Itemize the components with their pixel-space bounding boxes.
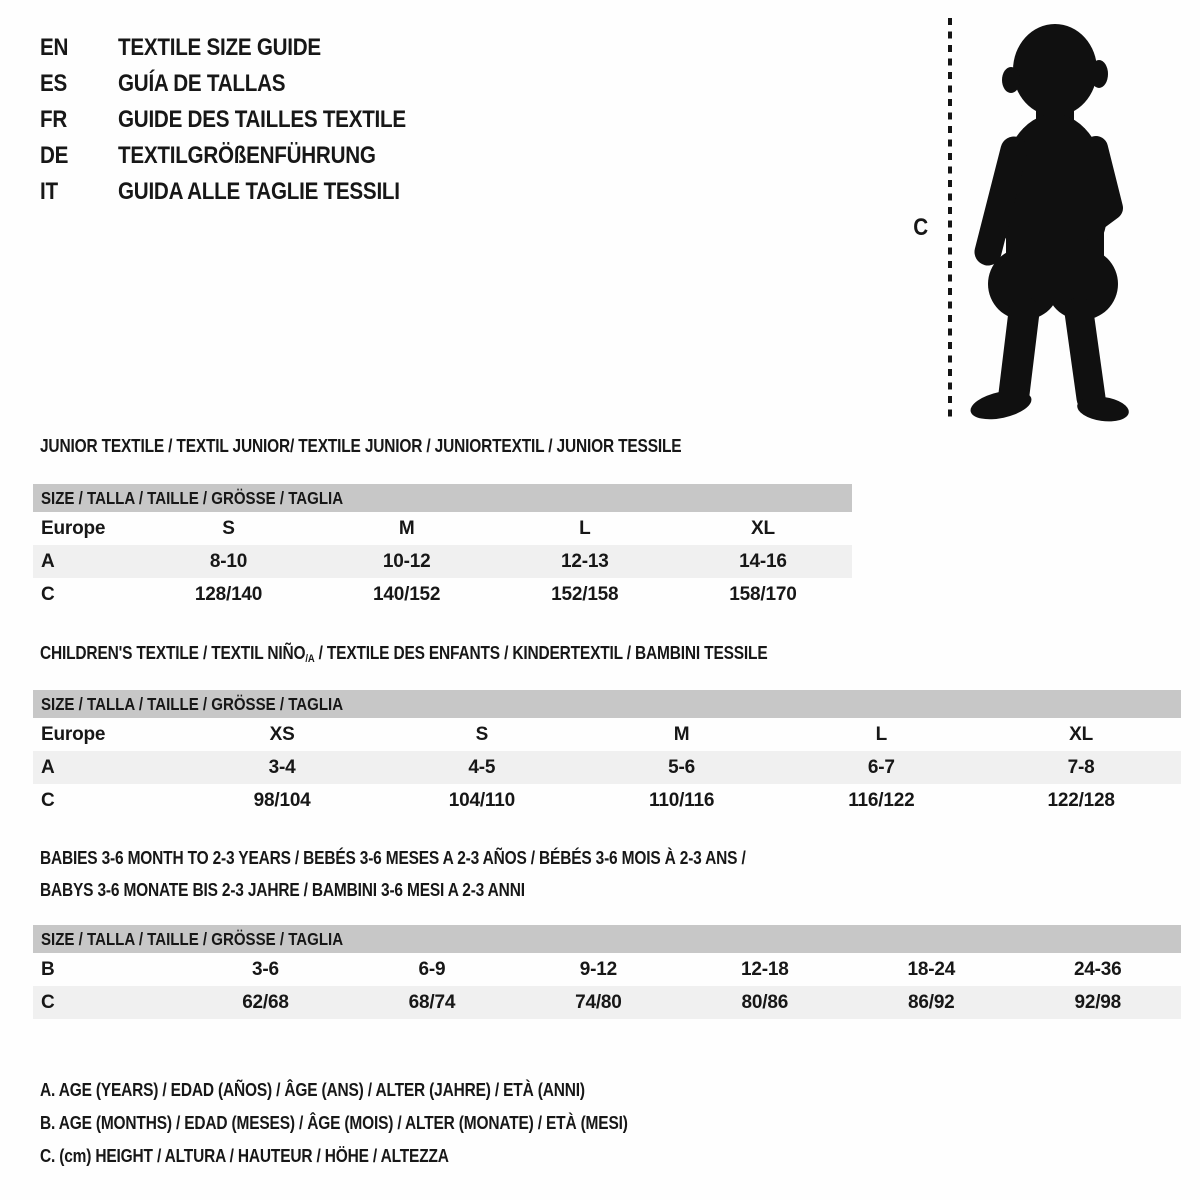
table-row xyxy=(33,784,1181,817)
legend-line-a: A. AGE (YEARS) / EDAD (AÑOS) / ÂGE (ANS) / ALTER (JAHRE) / ETÀ (ANNI) xyxy=(40,1080,585,1100)
children-section-title: CHILDREN'S TEXTILE / TEXTIL NIÑO/A / TEXTILE DES ENFANTS / KINDERTEXTIL / BAMBINI TESSILE xyxy=(40,643,768,665)
guide-title: TEXTILGRÖßENFÜHRUNG xyxy=(118,142,376,169)
lang-code: DE xyxy=(40,142,69,169)
table-cell: 152/158 xyxy=(551,583,619,605)
measure-legend xyxy=(40,1074,723,1173)
table-cell: 10-12 xyxy=(382,550,431,572)
legend-line-b: B. AGE (MONTHS) / EDAD (MESES) / ÂGE (MOIS) / ALTER (MONATE) / ETÀ (MESI) xyxy=(40,1113,628,1133)
table-cell: 18-24 xyxy=(907,958,956,980)
table-cell: 6-7 xyxy=(867,756,895,778)
table-cell: S xyxy=(222,517,235,539)
table-cell: M xyxy=(398,517,415,539)
row-label: A xyxy=(41,550,55,572)
lang-row-de xyxy=(40,138,453,174)
language-title-list xyxy=(40,30,453,210)
babies-size-table xyxy=(33,953,1181,1019)
table-cell: 98/104 xyxy=(253,789,311,811)
guide-title: TEXTILE SIZE GUIDE xyxy=(118,34,321,61)
table-cell: 116/122 xyxy=(848,789,915,811)
table-row xyxy=(33,545,852,578)
table-cell: 80/86 xyxy=(741,991,789,1013)
row-label: C xyxy=(41,991,55,1013)
table-cell: M xyxy=(673,723,690,745)
nino-a-subscript: /A xyxy=(305,653,315,665)
table-row xyxy=(33,986,1181,1019)
table-cell: 14-16 xyxy=(739,550,787,572)
row-label: A xyxy=(41,756,55,778)
table-cell: L xyxy=(579,517,591,539)
table-cell: 9-12 xyxy=(579,958,617,980)
height-dashed-line-icon xyxy=(946,18,954,418)
table-cell: XS xyxy=(269,723,295,745)
table-cell: 128/140 xyxy=(194,583,263,605)
table-cell: 8-10 xyxy=(209,550,248,572)
table-cell: 5-6 xyxy=(668,756,696,778)
guide-title: GUIDA ALLE TAGLIE TESSILI xyxy=(118,178,400,205)
legend-line-c: C. (cm) HEIGHT / ALTURA / HAUTEUR / HÖHE / ALTEZZA xyxy=(40,1146,449,1166)
table-cell: XL xyxy=(1069,723,1094,745)
babies-size-header-bar: SIZE / TALLA / TAILLE / GRÖSSE / TAGLIA xyxy=(33,925,1181,953)
lang-row-es xyxy=(40,66,453,102)
table-row xyxy=(33,718,1181,751)
table-row xyxy=(33,953,1181,986)
row-label: Europe xyxy=(41,723,106,745)
table-cell: 62/68 xyxy=(242,991,289,1013)
guide-title: GUÍA DE TALLAS xyxy=(118,70,286,97)
table-cell: 12-18 xyxy=(741,958,789,980)
lang-row-it xyxy=(40,174,453,210)
table-cell: XL xyxy=(750,517,775,539)
table-cell: 3-4 xyxy=(268,756,296,778)
table-cell: 86/92 xyxy=(908,991,955,1013)
junior-size-header-bar: SIZE / TALLA / TAILLE / GRÖSSE / TAGLIA xyxy=(33,484,852,512)
table-cell: 12-13 xyxy=(560,550,609,572)
lang-code: ES xyxy=(40,70,68,97)
junior-size-table xyxy=(33,512,852,611)
row-label: Europe xyxy=(41,517,106,539)
table-cell: 68/74 xyxy=(408,991,456,1013)
row-label: C xyxy=(41,583,55,605)
children-size-table xyxy=(33,718,1181,817)
table-cell: 4-5 xyxy=(468,756,496,778)
table-cell: 74/80 xyxy=(575,991,622,1013)
table-cell: 110/116 xyxy=(649,789,715,811)
table-cell: 92/98 xyxy=(1074,991,1122,1013)
guide-title: GUIDE DES TAILLES TEXTILE xyxy=(118,106,406,133)
table-cell: 122/128 xyxy=(1047,789,1115,811)
table-cell: 3-6 xyxy=(252,958,279,980)
toddler-silhouette-icon xyxy=(962,12,1144,424)
height-measure-label: C xyxy=(913,214,929,241)
lang-code: FR xyxy=(40,106,68,133)
row-label: C xyxy=(41,789,55,811)
table-cell: S xyxy=(475,723,489,745)
table-cell: 24-36 xyxy=(1073,958,1122,980)
table-cell: 7-8 xyxy=(1067,756,1095,778)
lang-row-en xyxy=(40,30,453,66)
children-size-header-bar: SIZE / TALLA / TAILLE / GRÖSSE / TAGLIA xyxy=(33,690,1181,718)
table-cell: 104/110 xyxy=(448,789,515,811)
babies-section-title: BABIES 3-6 MONTH TO 2-3 YEARS / BEBÉS 3-6 MESES A 2-3 AÑOS / BÉBÉS 3-6 MOIS À 2-3 ANS / BABYS 3-6 MONATE BIS 2-3 JAHRE / BAMBINI 3-6 MESI A 2-3 ANNI xyxy=(40,848,746,900)
lang-code: IT xyxy=(40,178,58,205)
lang-row-fr xyxy=(40,102,453,138)
lang-code: EN xyxy=(40,34,69,61)
table-cell: 140/152 xyxy=(373,583,441,605)
table-cell: 158/170 xyxy=(729,583,797,605)
table-row xyxy=(33,512,852,545)
table-row xyxy=(33,751,1181,784)
table-row xyxy=(33,578,852,611)
table-cell: L xyxy=(875,723,888,745)
row-label: B xyxy=(41,958,55,980)
junior-section-title: JUNIOR TEXTILE / TEXTIL JUNIOR/ TEXTILE JUNIOR / JUNIORTEXTIL / JUNIOR TESSILE xyxy=(40,436,682,456)
table-cell: 6-9 xyxy=(418,958,446,980)
